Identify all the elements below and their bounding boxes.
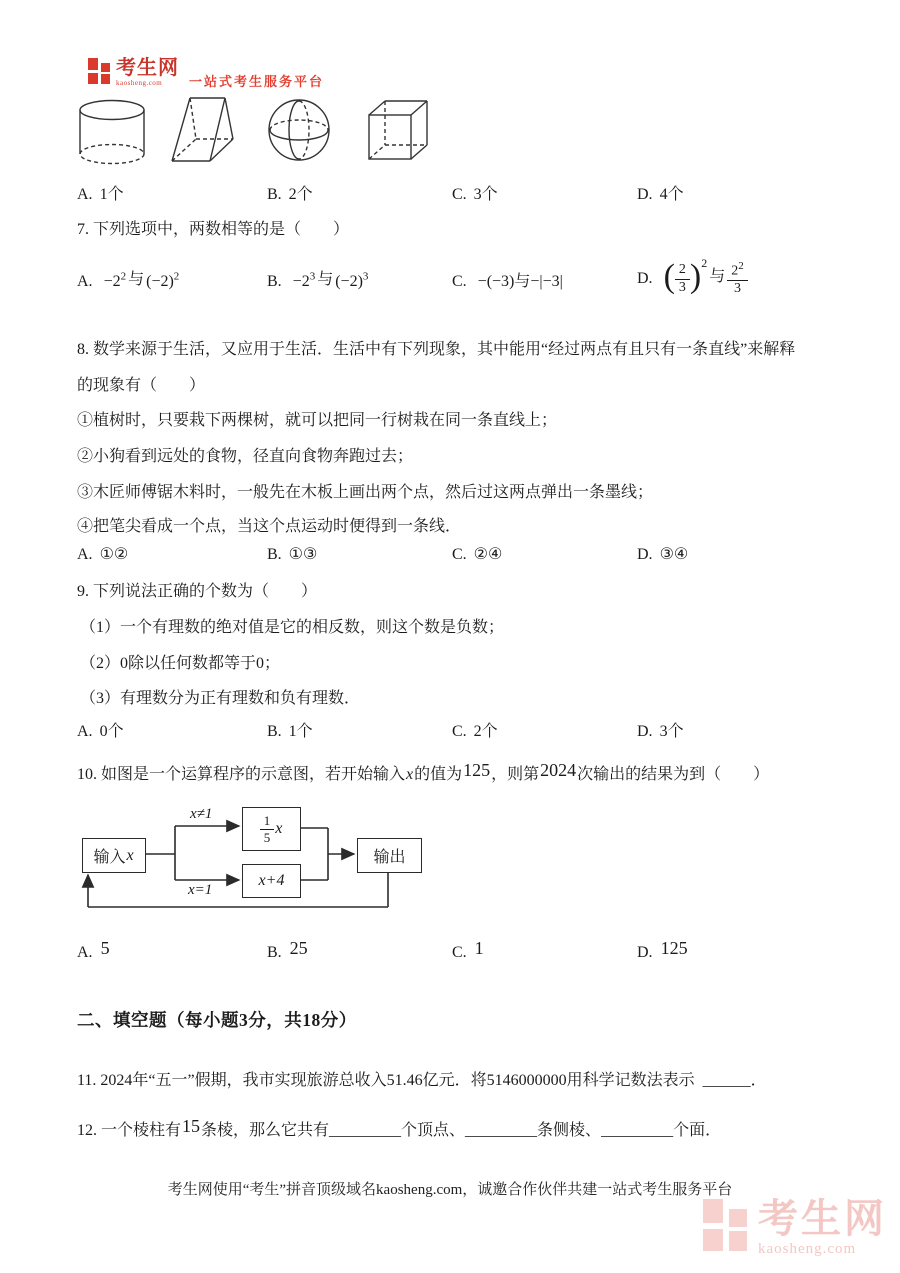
- q8-option-c: C. ②④: [452, 546, 503, 563]
- flow-op-add-box: x+4: [242, 864, 301, 898]
- sphere-figure: [267, 97, 331, 163]
- q10-option-c: C. 1: [452, 938, 484, 961]
- q8-item-3: ③木匠师傅锯木料时，一般先在木板上画出两个点，然后过这两点弹出一条墨线；: [77, 484, 654, 501]
- q10-option-b: B. 25: [267, 938, 308, 961]
- q8-stem-line1: 8. 数学来源于生活，又应用于生活．生活中有下列现象，其中能用“经过两点有且只有一条直线”来解释: [77, 341, 796, 358]
- q9-option-d: D. 3个: [637, 723, 684, 740]
- q12-blank-1: _________: [329, 1122, 402, 1139]
- q10-stem: 10. 如图是一个运算程序的示意图，若开始输入x的值为125，则第2024次输出的结果为到（ ）: [77, 760, 770, 783]
- q8-options-row: [77, 544, 867, 564]
- triangular-prism-figure: [166, 96, 236, 164]
- q12-blank-2: _________: [465, 1122, 538, 1139]
- q8-option-b: B. ①③: [267, 546, 318, 563]
- q6-option-b: B. 2个: [267, 186, 313, 203]
- q9-stem: 9. 下列说法正确的个数为（ ）: [77, 583, 318, 600]
- q10-option-d: D. 125: [637, 938, 688, 961]
- q6-option-a: A. 1个: [77, 186, 124, 203]
- flow-condition-top: x≠1: [190, 806, 213, 822]
- watermark-logo: [703, 1196, 887, 1257]
- q9-option-a: A. 0个: [77, 723, 124, 740]
- q7-option-a: A. $-2^2$ 与 $(-2)^2$: [77, 270, 180, 290]
- cylinder-figure: [78, 99, 146, 165]
- q9-item-1: （1）一个有理数的绝对值是它的相反数，则这个数是负数；: [80, 619, 505, 636]
- brand-domain: kaosheng.com: [116, 79, 163, 87]
- q8-item-4: ④把笔尖看成一个点，当这个点运动时便得到一条线．: [77, 518, 462, 535]
- q8-option-a: A. ①②: [77, 546, 129, 563]
- brand-logo: [88, 58, 324, 90]
- q11-blank: ______: [702, 1072, 751, 1089]
- q7-option-b: B. $-2^3$ 与 $(-2)^3$: [267, 270, 369, 290]
- q9-option-c: C. 2个: [452, 723, 498, 740]
- q6-option-d: D. 4个: [637, 186, 684, 203]
- flow-input-box: 输入 x: [82, 838, 146, 873]
- footer-text: 考生网使用“考生”拼音顶级域名kaosheng.com，诚邀合作伙伴共建一站式考生服务平台: [167, 1182, 733, 1198]
- flow-condition-bottom: x=1: [188, 882, 213, 898]
- q12-blank-3: _________: [601, 1122, 674, 1139]
- flow-output-box: 输出: [357, 838, 422, 873]
- brand-tagline: 一站式考生服务平台: [189, 74, 325, 89]
- q11-stem: 11. 2024年“五一”假期，我市实现旅游总收入51.46亿元．将5146000000用科学记数法表示 ______．: [77, 1072, 767, 1089]
- cube-figure: [367, 99, 431, 163]
- q8-stem-line2: 的现象有（ ）: [77, 377, 206, 394]
- q9-item-2: （2）0除以任何数都等于0；: [80, 655, 281, 672]
- q8-option-d: D. ③④: [637, 546, 689, 563]
- q10-flowchart: [77, 800, 429, 918]
- q12-stem: 12. 一个棱柱有15条棱，那么它共有_________个顶点、_________条侧棱、_________个面．: [77, 1116, 722, 1139]
- watermark-brand-name: 考生网: [758, 1196, 887, 1241]
- q7-option-d: D. ( $\frac{2}{3}$ )$^2$与 $\frac{2^2}{3}$: [637, 260, 867, 298]
- flow-op-divide-box: $\frac{1}{5}$ x: [242, 807, 301, 851]
- q8-item-2: ②小狗看到远处的食物，径直向食物奔跑过去；: [77, 448, 414, 465]
- q7-options-row: [77, 246, 867, 312]
- section2-heading: 二、填空题（每小题3分，共18分）: [77, 1010, 357, 1030]
- brand-name: 考生网: [116, 57, 179, 79]
- kaosheng-logo-icon: [88, 58, 111, 85]
- q6-options-row: [77, 181, 867, 204]
- watermark-brand-domain: kaosheng.com: [758, 1241, 857, 1257]
- q9-item-3: （3）有理数分为正有理数和负有理数．: [80, 690, 361, 707]
- q6-option-c: C. 3个: [452, 186, 498, 203]
- q10-options-row: [77, 938, 867, 962]
- q7-option-c: C. −(−3)与−|−3|: [452, 272, 563, 290]
- q9-option-b: B. 1个: [267, 723, 313, 740]
- watermark-kaosheng-icon: [703, 1199, 749, 1253]
- q10-option-a: A. 5: [77, 938, 110, 961]
- q9-options-row: [77, 718, 867, 741]
- q7-stem: 7. 下列选项中，两数相等的是（ ）: [77, 221, 350, 238]
- q8-item-1: ①植树时，只要栽下两棵树，就可以把同一行树栽在同一条直线上；: [77, 412, 558, 429]
